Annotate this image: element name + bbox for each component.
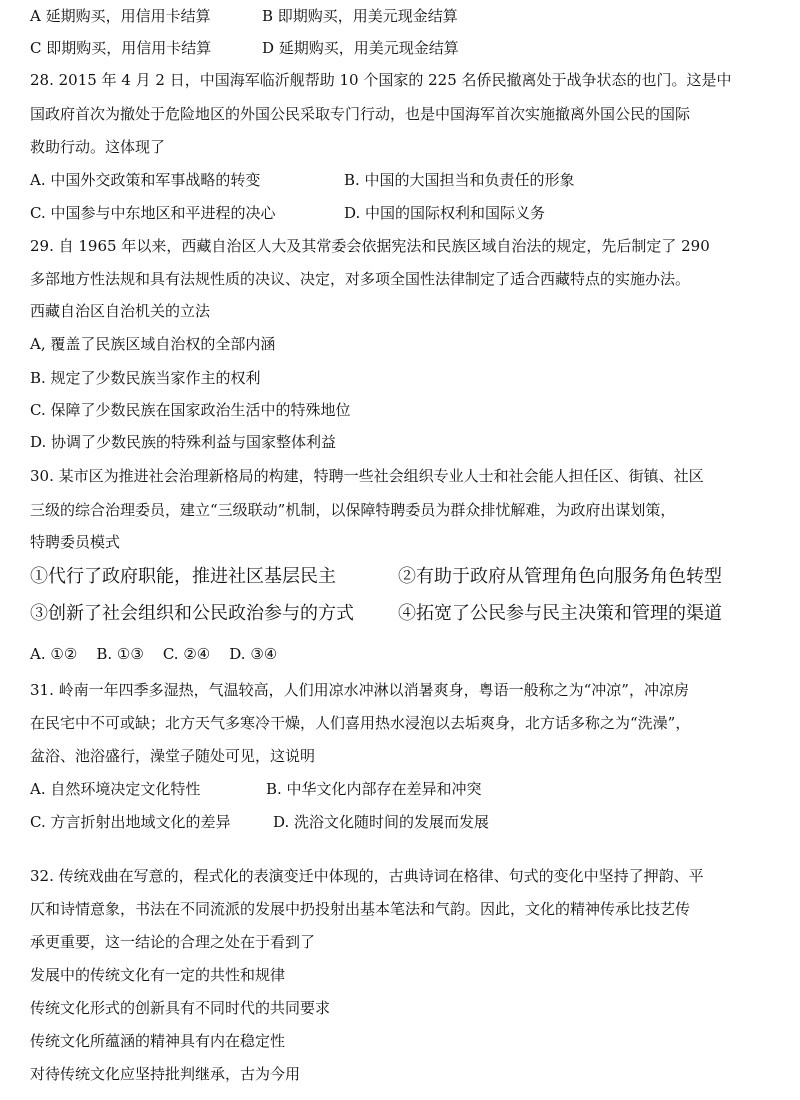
q28-option-b: B. 中国的大国担当和负责任的形象 <box>344 171 575 189</box>
q30-stem-line-1: 30. 某市区为推进社会治理新格局的构建，特聘一些社会组织专业人士和社会能人担任区、街镇、社区 <box>30 467 704 485</box>
q29-stem-line-2: 多部地方性法规和具有法规性质的决议、决定，对多项全国性法律制定了适合西藏特点的实施办法。 <box>30 270 691 288</box>
q31-stem-line-3: 盆浴、池浴盛行，澡堂子随处可见，这说明 <box>30 747 316 765</box>
q30-item-1: ①代行了政府职能，推进社区基层民主 <box>30 566 336 587</box>
q27-option-b: B 即期购买，用美元现金结算 <box>262 7 458 25</box>
q32-stem-line-2: 仄和诗情意象，书法在不同流派的发展中扔投射出基本笔法和气韵。因此，文化的精神传承比技艺传 <box>30 900 691 918</box>
q31-stem-line-1: 31. 岭南一年四季多湿热，气温较高，人们用凉水冲淋以消暑爽身，粤语一般称之为“冲凉”，冲凉房 <box>30 681 689 699</box>
q29-stem-line-1: 29. 自 1965 年以来，西藏自治区人大及其常委会依据宪法和民族区域自治法的规定，先后制定了 290 <box>30 237 710 255</box>
q28-stem-line-2: 国政府首次为撤处于危险地区的外国公民采取专门行动，也是中国海军首次实施撤离外国公民的国际 <box>30 105 691 123</box>
q30-answer-choices: A. ①② B. ①③ C. ②④ D. ③④ <box>30 645 278 663</box>
q30-item-2: ②有助于政府从管理角色向服务角色转型 <box>398 566 722 587</box>
q31-option-d: D. 洗浴文化随时间的发展而发展 <box>273 813 490 831</box>
q31-stem-line-2: 在民宅中不可或缺；北方天气多寒冷干燥，人们喜用热水浸泡以去垢爽身，北方话多称之为“洗澡”， <box>30 714 691 732</box>
q27-option-d: D 延期购买，用美元现金结算 <box>262 39 459 57</box>
q29-option-d: D. 协调了少数民族的特殊利益与国家整体利益 <box>30 433 337 451</box>
q32-option-4: 对待传统文化应坚持批判继承，古为今用 <box>30 1065 301 1083</box>
q28-stem-line-3: 救助行动。这体现了 <box>30 138 166 156</box>
q27-option-a: A 延期购买，用信用卡结算 <box>30 7 211 25</box>
q29-stem-line-3: 西藏自治区自治机关的立法 <box>30 302 211 320</box>
q29-option-a: A, 覆盖了民族区域自治权的全部内涵 <box>30 335 276 353</box>
q30-item-4: ④拓宽了公民参与民主决策和管理的渠道 <box>398 603 722 624</box>
q30-stem-line-3: 特聘委员模式 <box>30 533 121 551</box>
q31-option-b: B. 中华文化内部存在差异和冲突 <box>266 780 482 798</box>
q32-option-1: 发展中的传统文化有一定的共性和规律 <box>30 966 286 984</box>
q32-stem-line-3: 承更重要，这一结论的合理之处在于看到了 <box>30 933 316 951</box>
q28-option-c: C. 中国参与中东地区和平进程的决心 <box>30 204 276 222</box>
q32-option-3: 传统文化所蕴涵的精神具有内在稳定性 <box>30 1032 286 1050</box>
q31-option-c: C. 方言折射出地域文化的差异 <box>30 813 231 831</box>
q31-option-a: A. 自然环境决定文化特性 <box>30 780 201 798</box>
q30-item-3: ③创新了社会组织和公民政治参与的方式 <box>30 603 354 624</box>
q32-stem-line-1: 32. 传统戏曲在写意的，程式化的表演变迁中体现的，古典诗词在格律、句式的变化中坚持了押韵、平 <box>30 867 704 885</box>
q30-stem-line-2: 三级的综合治理委员，建立“三级联动”机制，以保障特聘委员为群众排忧解难，为政府出谋划策， <box>30 501 676 519</box>
q29-option-b: B. 规定了少数民族当家作主的权利 <box>30 369 261 387</box>
q27-option-c: C 即期购买，用信用卡结算 <box>30 39 212 57</box>
q28-option-a: A. 中国外交政策和军事战略的转变 <box>30 171 261 189</box>
q28-option-d: D. 中国的国际权利和国际义务 <box>344 204 546 222</box>
q29-option-c: C. 保障了少数民族在国家政治生活中的特殊地位 <box>30 401 351 419</box>
q32-option-2: 传统文化形式的创新具有不同时代的共同要求 <box>30 999 331 1017</box>
q28-stem-line-1: 28. 2015 年 4 月 2 日，中国海军临沂舰帮助 10 个国家的 225 名侨民撤离处于战争状态的也门。这是中 <box>30 71 732 89</box>
